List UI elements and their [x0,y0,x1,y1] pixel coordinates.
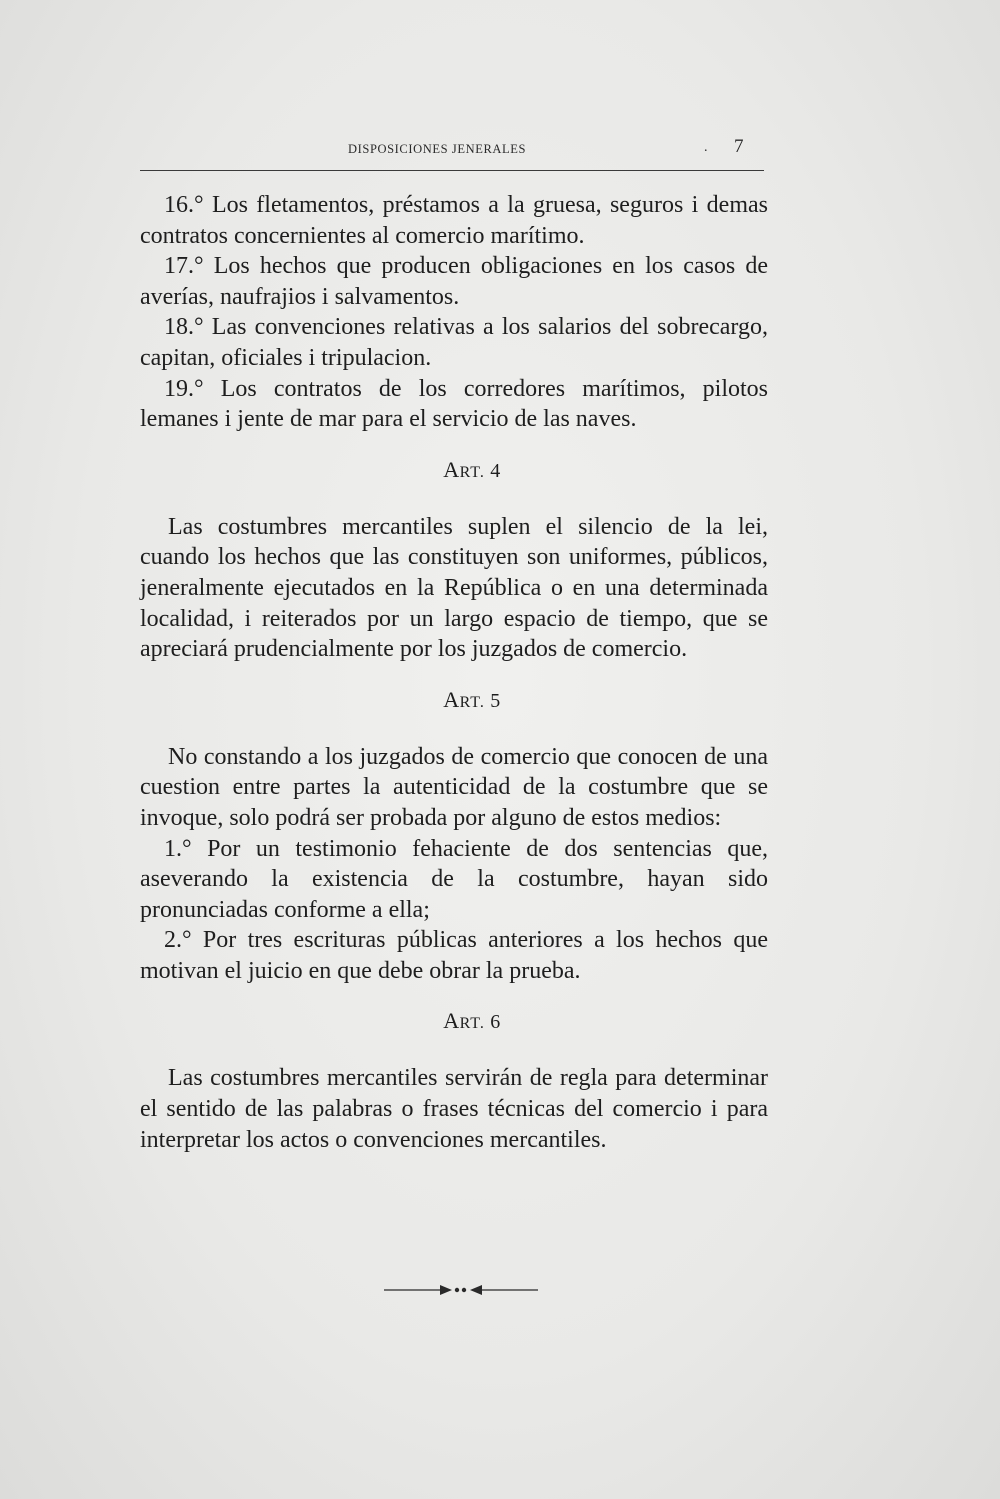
page-number: 7 [734,136,744,157]
article-5-item-2: 2.° Por tres escrituras públicas anteriores a los hechos que motivan el juicio en que debe obrar la prueba. [140,927,768,984]
article-5-heading-cap: A [443,686,460,712]
page-header [140,136,764,164]
spacer [140,1039,768,1063]
spacer [140,435,768,455]
article-6-heading-abbrev: RT. [459,1015,485,1033]
header-rule [140,170,764,171]
article-4-heading [140,455,768,488]
list-item-18: 18.° Las convenciones relativas a los salarios del sobrecargo, capitan, oficiales i tripulacion. [140,314,768,371]
article-4-heading-abbrev: RT. [459,463,485,481]
list-item-19: 19.° Los contratos de los corredores marítimos, pilotos lemanes i jente de mar para el servicio de las naves. [140,375,768,433]
article-6-heading-cap: A [443,1008,460,1034]
header-dot: . [704,140,708,155]
spacer [140,488,768,512]
article-5-number: 5 [490,689,501,712]
end-ornament-icon [384,1282,538,1298]
list-item-17: 17.° Los hechos que producen obligaciones en los casos de averías, naufrajios i salvamentos. [140,253,768,310]
spacer [140,718,768,742]
article-6-heading [140,1006,768,1039]
list-item-16: 16.° Los fletamentos, préstamos a la gruesa, seguros i demas contratos concernientes al comercio marítimo. [140,192,768,249]
article-6-number: 6 [490,1011,501,1034]
spacer [140,665,768,685]
article-4-number: 4 [490,459,501,482]
article-5-heading [140,685,768,718]
article-5-heading-abbrev: RT. [459,693,485,711]
article-5-item-1: 1.° Por un testimonio fehaciente de dos sentencias que, aseverando la existencia de la costumbre, hayan sido pronunciadas conforme a ella; [140,835,768,923]
article-4-text: Las costumbres mercantiles suplen el silencio de la lei, cuando los hechos que las constituyen son uniformes, públicos, jeneralmente ejecutados en la República o en una determinada localidad, i reiterados por un largo espacio de tiempo, que se apreciará prudencialmente por los juzgados de comercio. [140,513,768,663]
article-5-text: No constando a los juzgados de comercio que conocen de una cuestion entre partes la autenticidad de la costumbre que se invoque, solo podrá ser probada por alguno de estos medios: [140,743,768,831]
article-4-heading-cap: A [443,456,460,482]
page-body [140,190,768,1155]
article-6-text: Las costumbres mercantiles servirán de regla para determinar el sentido de las palabras o frases técnicas del comercio i para interpretar los actos o convenciones mercantiles. [140,1065,768,1153]
spacer [140,986,768,1006]
running-head: DISPOSICIONES JENERALES [348,142,527,156]
